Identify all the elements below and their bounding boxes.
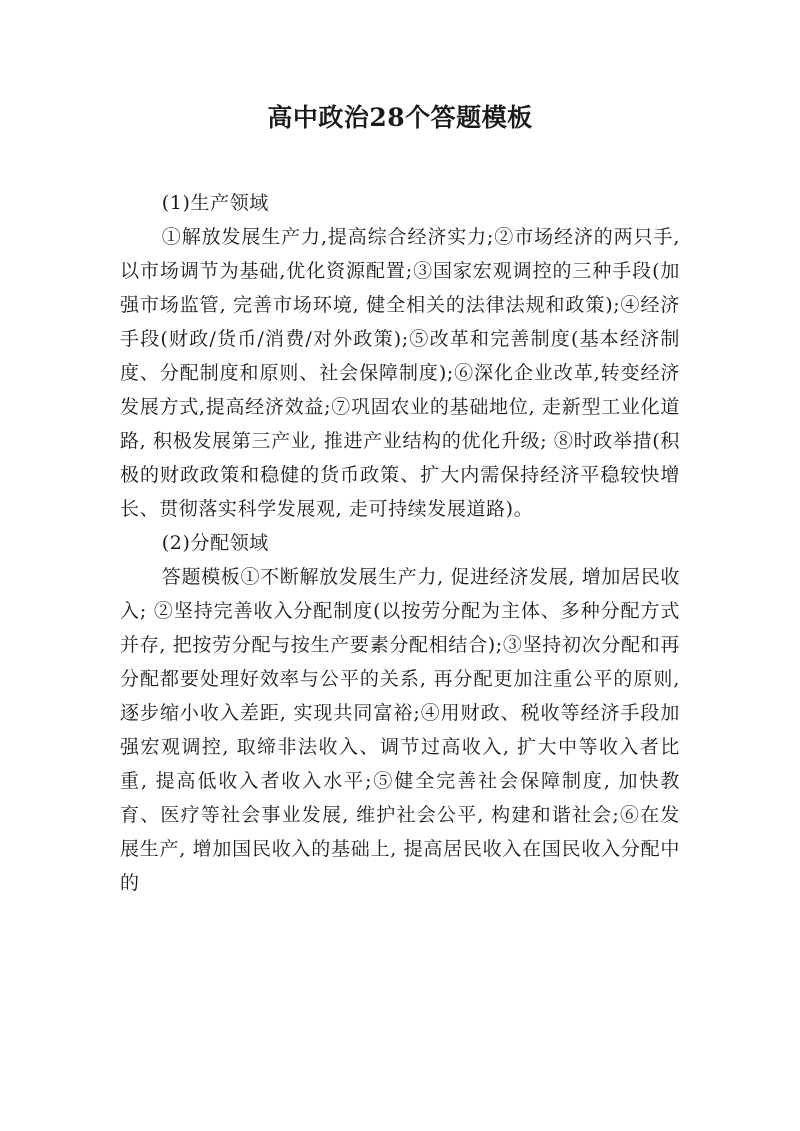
- section-heading-production: (1)生产领域: [161, 192, 269, 214]
- document-body: [120, 186, 680, 900]
- section-heading-distribution: (2)分配领域: [161, 532, 269, 554]
- section-paragraph-distribution: 答题模板①不断解放发展生产力, 促进经济发展, 增加居民收入; ②坚持完善收入分配制度(以按劳分配为主体、多种分配方式并存, 把按劳分配与按生产要素分配相结合);③坚持初次分配和再分配都要处理好效率与公平的关系, 再分配更加注重公平的原则, 逐步缩小收入差距, 实现共同富裕;④用财政、税收等经济手段加强宏观调控, 取缔非法收入、调节过高收入, 扩大中等收入者比重, 提高低收入者收入水平;⑤健全完善社会保障制度, 加快教育、医疗等社会事业发展, 维护社会公平, 构建和谐社会;⑥在发展生产, 增加国民收入的基础上, 提高居民收入在国民收入分配中的: [120, 566, 680, 894]
- document-title: 高中政治28个答题模板: [267, 103, 533, 132]
- section-paragraph-production: ①解放发展生产力,提高综合经济实力;②市场经济的两只手,以市场调节为基础,优化资源配置;③国家宏观调控的三种手段(加强市场监管, 完善市场环境, 健全相关的法律法规和政策);④经济手段(财政/货币/消费/对外政策);⑤改革和完善制度(基本经济制度、分配制度和原则、社会保障制度);⑥深化企业改革,转变经济发展方式,提高经济效益;⑦巩固农业的基础地位, 走新型工业化道路, 积极发展第三产业, 推进产业结构的优化升级; ⑧时政举措(积极的财政政策和稳健的货币政策、扩大内需保持经济平稳较快增长、贯彻落实科学发展观, 走可持续发展道路)。: [120, 226, 680, 520]
